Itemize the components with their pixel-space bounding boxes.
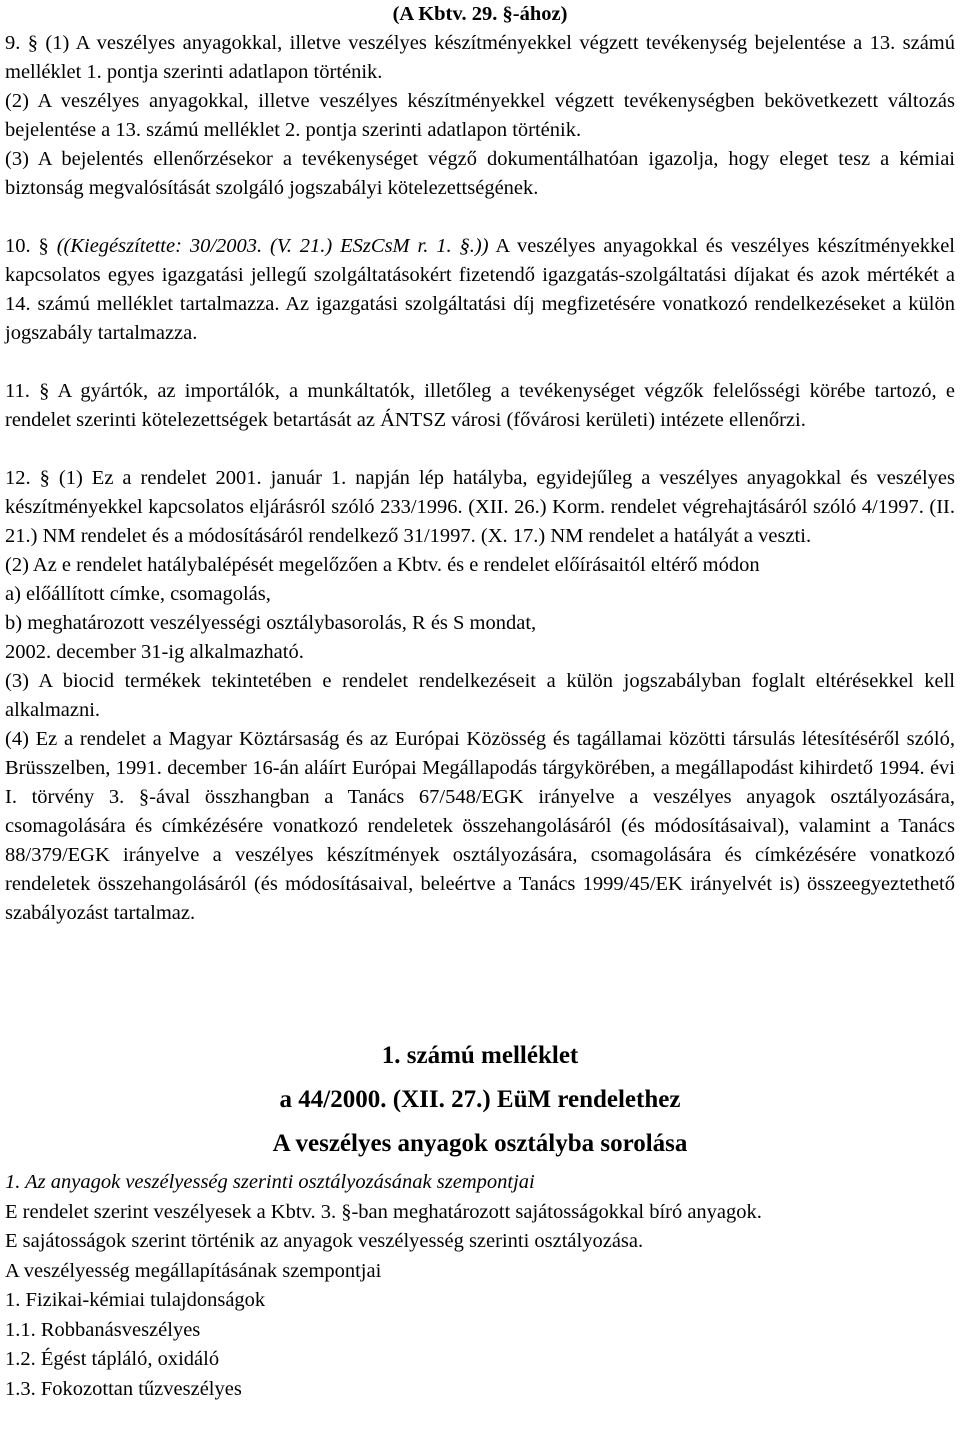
annex-title: 1. számú melléklet xyxy=(381,1042,579,1069)
paragraph-10 xyxy=(5,232,955,348)
paragraph-9-3: (3) A bejelentés ellenőrzésekor a tevékenységet végző dokumentálhatóan igazolja, hogy eleget tesz a kémiai biztonság megvalósítását szolgáló jogszabályi kötelezettségének. xyxy=(5,148,955,199)
annex-subheading: 1. Az anyagok veszélyesség szerinti osztályozásának szempontjai xyxy=(5,1171,535,1193)
annex-heading: A veszélyes anyagok osztályba sorolása xyxy=(272,1130,688,1157)
annex-line: E rendelet szerint veszélyesek a Kbtv. 3. §-ban meghatározott sajátosságokkal bíró anyagok. xyxy=(5,1200,762,1223)
annex-line: A veszélyesség megállapításának szempontjai xyxy=(5,1259,382,1282)
paragraph-12-2-c: 2002. december 31-ig alkalmazható. xyxy=(5,641,304,663)
paragraph-9-1: 9. § (1) A veszélyes anyagokkal, illetve veszélyes készítményekkel végzett tevékenység bejelentése a 13. számú melléklet 1. pontja szerinti adatlapon történik. xyxy=(5,32,955,83)
paragraph-12-4: (4) Ez a rendelet a Magyar Köztársaság és az Európai Közösség és tagállamai közötti társulás létesítéséről szóló, Brüsszelben, 1991. december 16-án aláírt Európai Megállapodás tárgykörében, a megállapodást kihirdető 1994. évi I. törvény 3. §-ával összhangban a Tanács 67/548/EGK irányelve a veszélyes anyagok osztályozására, csomagolására és címkézésére vonatkozó rendeletek összehangolásáról (és módosításaival), valamint a Tanács 88/379/EGK irányelve a veszélyes készítmények osztályozására, csomagolására és címkézésére vonatkozó rendeletek összehangolásáról (és módosításaival, beleértve a Tanács 1999/45/EK irányelvét is) összeegyeztethető szabályozást tartalmaz. xyxy=(5,728,955,924)
annex-subtitle: a 44/2000. (XII. 27.) EüM rendelethez xyxy=(279,1086,681,1113)
document-page xyxy=(5,0,955,1404)
annex-list-item: 1.2. Égést tápláló, oxidáló xyxy=(5,1348,220,1370)
section-header: (A Kbtv. 29. §-ához) xyxy=(392,3,568,25)
spacer xyxy=(5,435,955,464)
paragraph-12-1: 12. § (1) Ez a rendelet 2001. január 1. napján lép hatályba, egyidejűleg a veszélyes anyagokkal és veszélyes készítményekkel kapcsolatos eljárásról szóló 233/1996. (XII. 26.) Korm. rendelet végrehajtásáról szóló 4/1997. (II. 21.) NM rendelet és a módosításáról rendelkező 31/1997. (X. 17.) NM rendelet a hatályát a veszti. xyxy=(5,467,955,547)
annex-line: E sajátosságok szerint történik az anyagok veszélyesség szerinti osztályozása. xyxy=(5,1230,644,1252)
paragraph-12-2: (2) Az e rendelet hatálybalépését megelőzően a Kbtv. és e rendelet előírásaitól eltérő módon xyxy=(5,554,760,576)
paragraph-12-2-a: a) előállított címke, csomagolás, xyxy=(5,583,271,605)
paragraph-12-3: (3) A biocid termékek tekintetében e rendelet rendelkezéseit a külön jogszabályban foglalt eltérésekkel kell alkalmazni. xyxy=(5,670,955,721)
annex-list-item: 1. Fizikai-kémiai tulajdonságok xyxy=(5,1289,266,1311)
spacer xyxy=(5,348,955,377)
paragraph-9-2: (2) A veszélyes anyagokkal, illetve veszélyes készítményekkel végzett tevékenységben bekövetkezett változás bejelentése a 13. számú melléklet 2. pontja szerinti adatlapon történik. xyxy=(5,90,955,141)
paragraph-11: 11. § A gyártók, az importálók, a munkáltatók, illetőleg a tevékenységet végzők felelősségi körébe tartozó, e rendelet szerinti kötelezettségek betartását az ÁNTSZ városi (fővárosi kerületi) intézete ellenőrzi. xyxy=(5,380,955,431)
annex-list-item: 1.3. Fokozottan tűzveszélyes xyxy=(5,1377,242,1400)
paragraph-10-text: A veszélyes anyagokkal és veszélyes készítményekkel kapcsolatos egyes igazgatási jellegű szolgáltatásokért fizetendő igazgatás-szolgáltatási díjakat és azok mértékét a 14. számú melléklet tartalmazza. Az igazgatási szolgáltatási díj megfizetésére vonatkozó rendelkezéseket a külön jogszabály tartalmazza. xyxy=(5,235,955,344)
paragraph-10-number: 10. § xyxy=(5,235,57,257)
spacer xyxy=(5,928,955,1034)
paragraph-12-2-b: b) meghatározott veszélyességi osztálybasorolás, R és S mondat, xyxy=(5,612,537,634)
spacer xyxy=(5,203,955,232)
annex-list-item: 1.1. Robbanásveszélyes xyxy=(5,1318,201,1341)
amendment-note: ((Kiegészítette: 30/2003. (V. 21.) ESzCsM r. 1. §.)) xyxy=(56,235,489,257)
